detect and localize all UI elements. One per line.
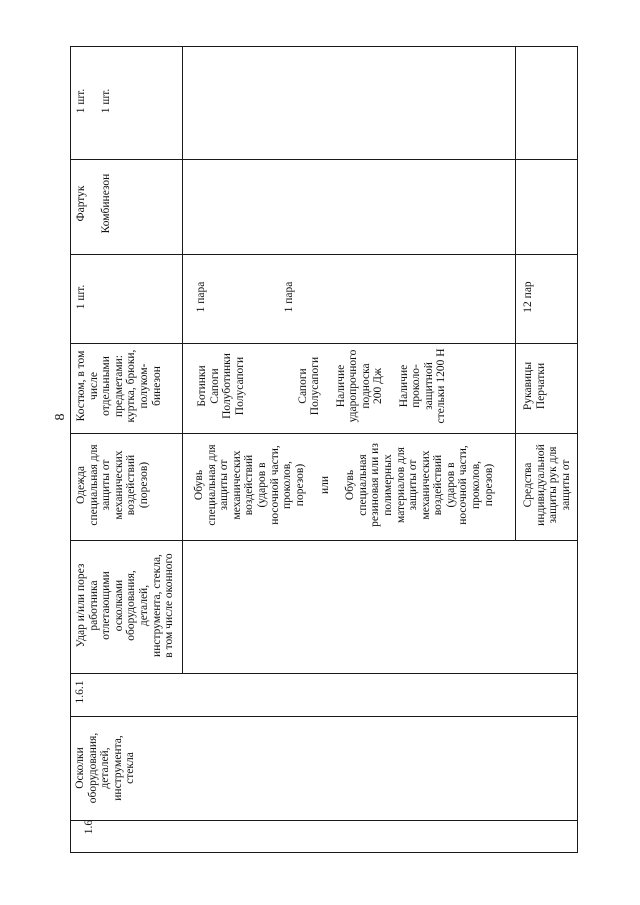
table-border-bottom <box>70 852 578 853</box>
clothing-items-cell: Костюм, в том числе отдельными предметами: куртка, брюки, полуком- бинезон <box>75 349 163 423</box>
table-border-top <box>70 46 578 47</box>
row-divider <box>182 46 183 674</box>
footwear-type-cell: Обувь специальная для защиты от механических воздействий (ударов в носочной части, проколов, порезов) или Обувь специальная резиновая или из полимерных материалов для защиты от механических воздействий (ударов в носочной части, проколов, порезов) <box>193 443 495 527</box>
table-border-right <box>577 46 578 852</box>
gloves-type-cell: Средства индивидуальной защиты рук для защиты от <box>522 444 572 526</box>
table-rule <box>70 254 578 255</box>
alt-items-cell: Фартук Комбинезон <box>75 173 113 234</box>
page-number: 8 <box>53 413 68 421</box>
hazard-group-cell: Осколки оборудования, деталей, инструмента, стекла <box>74 732 137 804</box>
footwear-qty-cell: 1 пара 1 пара <box>195 281 296 313</box>
table-rule <box>70 673 578 674</box>
table-rule <box>70 159 578 160</box>
clothing-qty-cell: 1 шт. <box>75 284 87 310</box>
table-rule <box>70 540 578 541</box>
alt-qty-cell: 1 шт. 1 шт. <box>75 88 113 114</box>
table-border-left <box>70 46 71 852</box>
ppe-clothing-cell: Одежда специальная для защиты от механических воздействий (порезов) <box>75 444 150 526</box>
footwear-items-cell: Ботинки Сапоги Полуботинки Полусапоги Сапоги Полусапоги Наличие ударопрочного подноска 200 Дж Наличие проколо- защитной стельки 1200 Н <box>196 348 448 424</box>
row-number-1-6-1: 1.6.1 <box>74 680 86 704</box>
gloves-items-cell: Рукавицы Перчатки <box>522 361 547 411</box>
row-number-1-6: 1.6 <box>83 819 95 835</box>
gloves-qty-cell: 12 пар <box>522 281 534 313</box>
table-rule <box>70 716 578 717</box>
hazard-description-cell: Удар и/или порез работника отлетающими осколками оборудования, деталей, инструмента, стекла, в том числе оконного <box>75 553 176 658</box>
table-rule <box>70 820 578 821</box>
row-divider <box>515 46 516 541</box>
